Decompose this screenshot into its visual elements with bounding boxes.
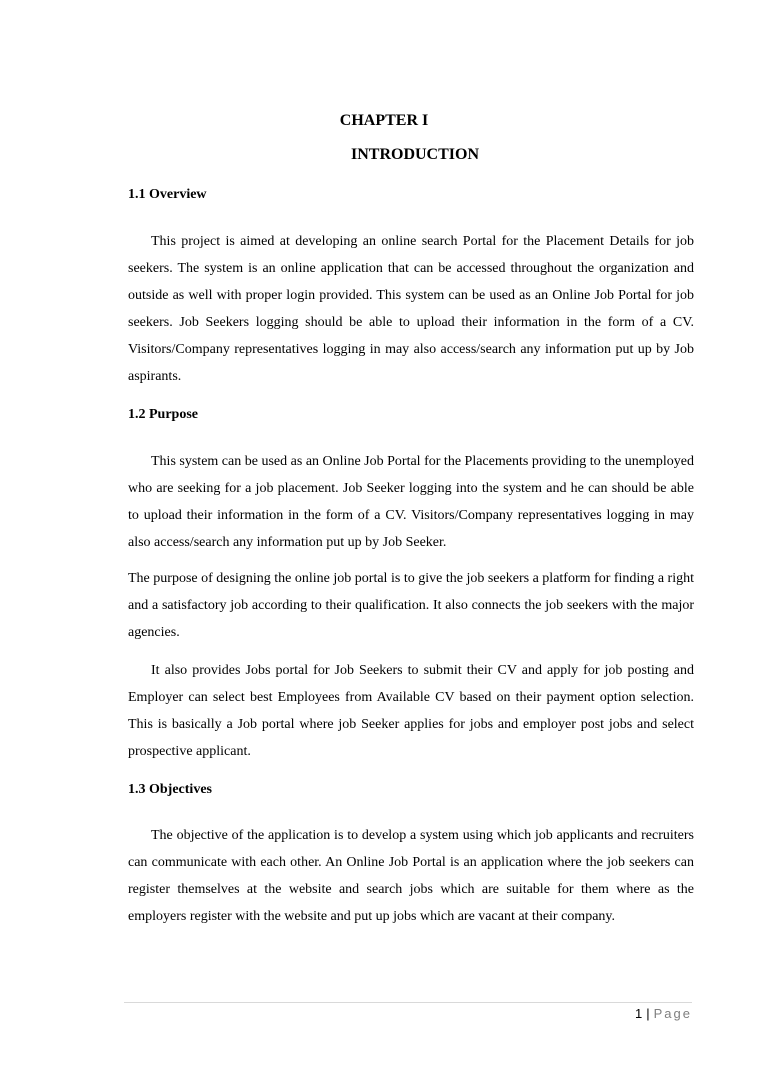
page-footer (635, 1006, 692, 1022)
section-heading-purpose: 1.2 Purpose (128, 407, 198, 422)
purpose-paragraph-2: The purpose of designing the online job portal is to give the job seekers a platform for finding a right and a satisfactory job according to their qualification. It also connects the job seekers with the major agencies. (128, 571, 694, 640)
footer-separator: | (646, 1006, 650, 1021)
page-number: 1 (635, 1006, 643, 1021)
objectives-paragraph: The objective of the application is to develop a system using which job applicants and recruiters can communicate with each other. An Online Job Portal is an application where the job seekers can register themselves at the website and search jobs which are suitable for them where as the employers register with the website and put up jobs which are vacant at their company. (128, 828, 694, 924)
page-label: Page (653, 1006, 692, 1021)
purpose-paragraph-1: This system can be used as an Online Job Portal for the Placements providing to the unemployed who are seeking for a job placement. Job Seeker logging into the system and he can should be able to upload their information in the form of a CV. Visitors/Company representatives logging in may also access/search any information put up by Job Seeker. (128, 454, 694, 550)
overview-paragraph: This project is aimed at developing an online search Portal for the Placement Details for job seekers. The system is an online application that can be accessed throughout the organization and outside as well with proper login provided. This system can be used as an Online Job Portal for job seekers. Job Seekers logging should be able to upload their information in the form of a CV. Visitors/Company representatives logging in may also access/search any information put up by Job aspirants. (128, 234, 694, 384)
chapter-title: INTRODUCTION (350, 146, 479, 163)
footer-divider (124, 1002, 692, 1003)
chapter-number: CHAPTER I (339, 112, 429, 129)
section-heading-objectives: 1.3 Objectives (128, 782, 212, 797)
purpose-paragraph-3: It also provides Jobs portal for Job Seekers to submit their CV and apply for job posting and Employer can select best Employees from Available CV based on their payment option selection. This is basically a Job portal where job Seeker applies for jobs and employer post jobs and select prospective applicant. (128, 663, 694, 759)
section-heading-overview: 1.1 Overview (128, 187, 207, 202)
